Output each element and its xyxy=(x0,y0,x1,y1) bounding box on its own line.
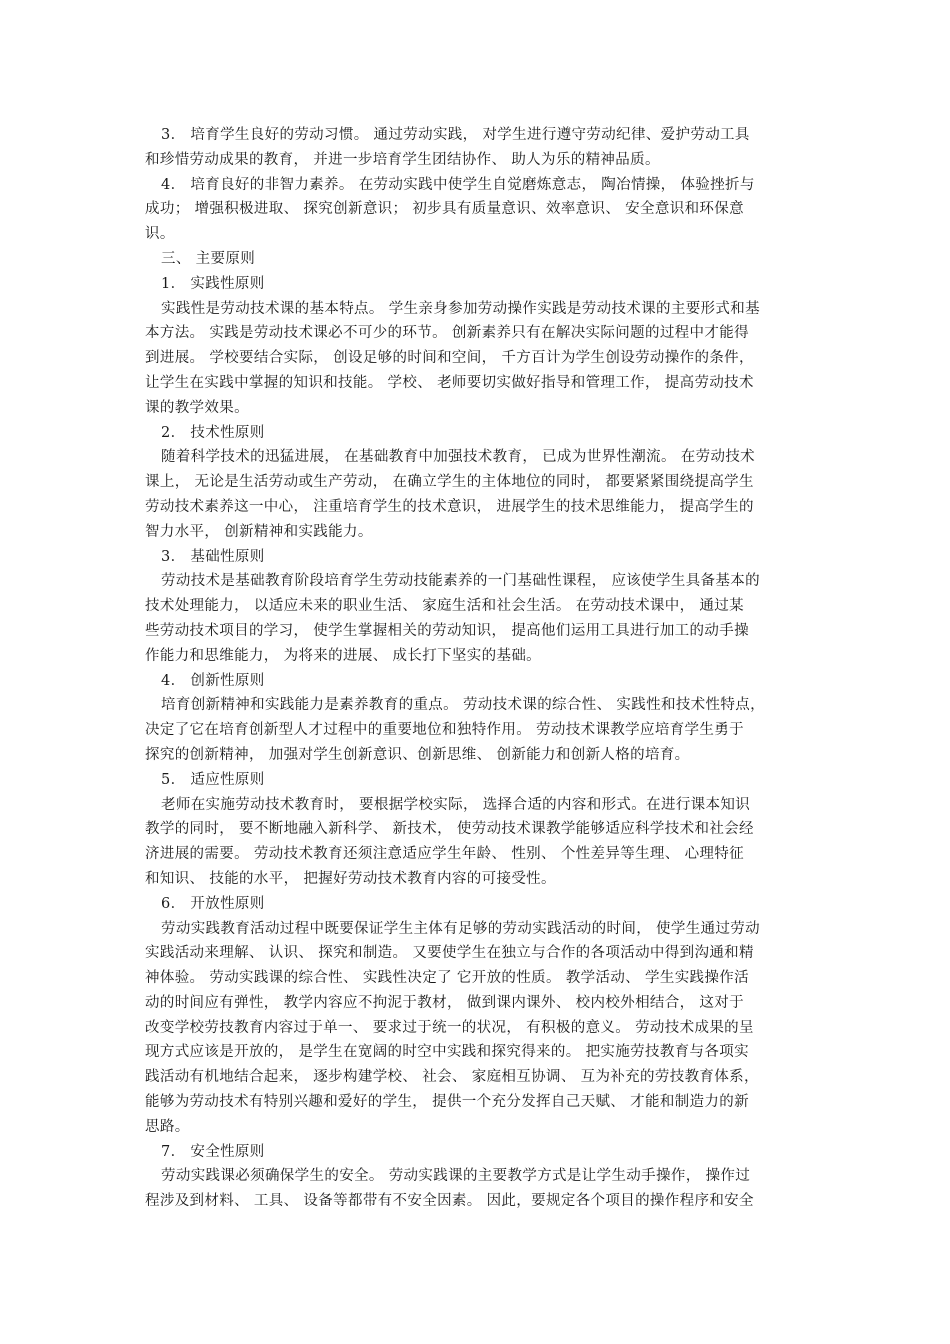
text-line: 劳动技术是基础教育阶段培育学生劳动技能素养的一门基础性课程， 应该使学生具备基本的 xyxy=(161,573,760,590)
text-line: 7． 安全性原则 xyxy=(161,1143,265,1160)
text-line: 程涉及到材料、 工具、 设备等都带有不安全因素。 因此，要规定各个项目的操作程序和安全 xyxy=(145,1193,754,1210)
text-line: 践活动有机地结合起来， 逐步构建学校、 社会、 家庭相互协调、 互为补充的劳技教育体系， xyxy=(145,1069,759,1086)
text-line: 实践性是劳动技术课的基本特点。 学生亲身参加劳动操作实践是劳动技术课的主要形式和基 xyxy=(161,300,760,317)
text-line: 教学的同时， 要不断地融入新科学、 新技术， 使劳动技术课教学能够适应科学技术和社会经 xyxy=(145,821,754,838)
text-line: 探究的创新精神， 加强对学生创新意识、创新思维、 创新能力和创新人格的培育。 xyxy=(145,746,690,763)
text-line: 智力水平， 创新精神和实践能力。 xyxy=(145,523,373,540)
text-line: 6． 开放性原则 xyxy=(161,895,265,912)
text-line: 技术处理能力， 以适应未来的职业生活、 家庭生活和社会生活。 在劳动技术课中， 通过某 xyxy=(145,598,744,615)
text-line: 课的教学效果。 xyxy=(145,399,249,416)
text-line: 课上， 无论是生活劳动或生产劳动， 在确立学生的主体地位的同时， 都要紧紧围绕提高学生 xyxy=(145,474,754,491)
text-line: 培育创新精神和实践能力是素养教育的重点。 劳动技术课的综合性、 实践性和技术性特点， xyxy=(161,697,765,714)
text-line: 老师在实施劳动技术教育时， 要根据学校实际， 选择合适的内容和形式。在进行课本知识 xyxy=(161,796,751,813)
text-line: 作能力和思维能力， 为将来的进展、 成长打下坚实的基础。 xyxy=(145,647,542,664)
text-line: 和珍惜劳动成果的教育， 并进一步培育学生团结协作、 助人为乐的精神品质。 xyxy=(145,151,660,168)
text-line: 让学生在实践中掌握的知识和技能。 学校、 老师要切实做好指导和管理工作， 提高劳动技术 xyxy=(145,374,754,391)
text-line: 2． 技术性原则 xyxy=(161,424,265,441)
text-line: 3． 基础性原则 xyxy=(161,548,265,565)
text-line: 1． 实践性原则 xyxy=(161,275,265,292)
document-body xyxy=(145,123,807,1214)
text-line: 4． 培育良好的非智力素养。 在劳动实践中使学生自觉磨炼意志， 陶冶情操， 体验挫折与 xyxy=(161,176,755,193)
text-line: 改变学校劳技教育内容过于单一、 要求过于统一的状况， 有积极的意义。 劳动技术成果的呈 xyxy=(145,1019,754,1036)
text-line: 实践活动来理解、 认识、 探究和制造。 又要使学生在独立与合作的各项活动中得到沟通和精 xyxy=(145,945,754,962)
text-line: 5． 适应性原则 xyxy=(161,771,265,788)
text-line: 决定了它在培育创新型人才过程中的重要地位和独特作用。 劳动技术课教学应培育学生勇于 xyxy=(145,722,744,739)
text-line: 济进展的需要。 劳动技术教育还须注意适应学生年龄、 性别、 个性差异等生理、 心理特征 xyxy=(145,846,744,863)
text-line: 识。 xyxy=(145,226,175,243)
text-line: 思路。 xyxy=(145,1118,190,1135)
text-line: 些劳动技术项目的学习， 使学生掌握相关的劳动知识， 提高他们运用工具进行加工的动手操 xyxy=(145,622,749,639)
text-line: 和知识、 技能的水平， 把握好劳动技术教育内容的可接受性。 xyxy=(145,870,556,887)
text-line: 现方式应该是开放的， 是学生在宽阔的时空中实践和探究得来的。 把实施劳技教育与各项实 xyxy=(145,1044,749,1061)
text-line: 神体验。 劳动实践课的综合性、 实践性决定了 它开放的性质。 教学活动、 学生实践操作活 xyxy=(145,970,749,987)
text-line: 劳动技术素养这一中心， 注重培育学生的技术意识， 进展学生的技术思维能力， 提高学生的 xyxy=(145,498,754,515)
text-line: 4． 创新性原则 xyxy=(161,672,265,689)
text-line: 动的时间应有弹性， 教学内容应不拘泥于教材， 做到课内课外、 校内校外相结合， 这对于 xyxy=(145,994,744,1011)
text-line: 本方法。 实践是劳动技术课必不可少的环节。 创新素养只有在解决实际问题的过程中才能得 xyxy=(145,325,749,342)
text-line: 劳动实践课必须确保学生的安全。 劳动实践课的主要教学方式是让学生动手操作， 操作过 xyxy=(161,1168,751,1185)
text-line: 三、 主要原则 xyxy=(161,250,256,267)
text-line: 劳动实践教育活动过程中既要保证学生主体有足够的劳动实践活动的时间， 使学生通过劳动 xyxy=(161,920,760,937)
text-line: 成功； 增强积极进取、 探究创新意识； 初步具有质量意识、效率意识、 安全意识和环保意 xyxy=(145,201,744,218)
text-line: 3． 培育学生良好的劳动习惯。 通过劳动实践， 对学生进行遵守劳动纪律、爱护劳动工具 xyxy=(161,127,750,143)
text-line: 能够为劳动技术有特别兴趣和爱好的学生， 提供一个充分发挥自己天赋、 才能和制造力的新 xyxy=(145,1094,749,1111)
text-line: 到进展。 学校要结合实际， 创设足够的时间和空间， 千方百计为学生创设劳动操作的条件， xyxy=(145,350,754,367)
text-line: 随着科学技术的迅猛进展， 在基础教育中加强技术教育， 已成为世界性潮流。 在劳动技术 xyxy=(161,449,756,466)
